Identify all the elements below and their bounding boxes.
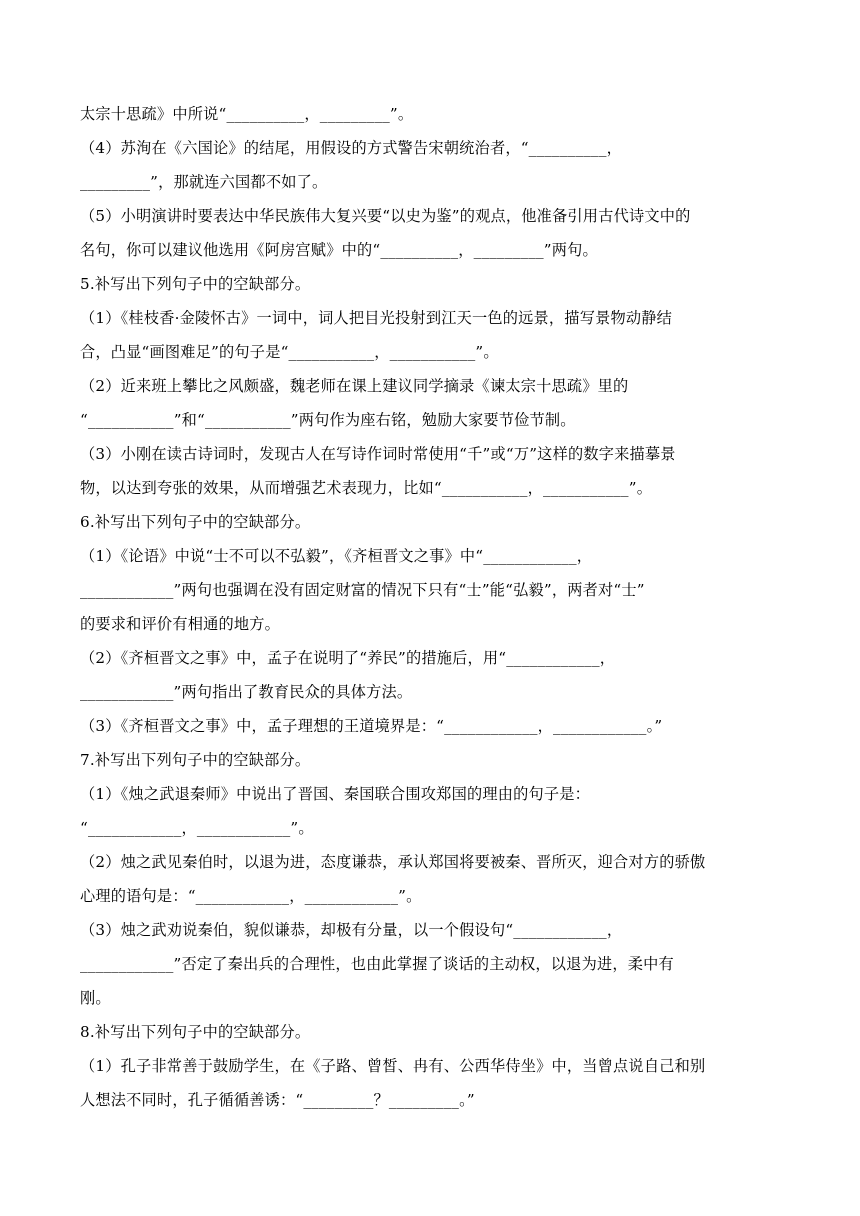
text-line: （1）《论语》中说“士不可以不弘毅”，《齐桓晋文之事》中“____________，	[80, 547, 593, 565]
text-line: （1）《桂枝香·金陵怀古》一词中，词人把目光投射到江天一色的远景，描写景物动静结	[80, 309, 673, 327]
text-line: “____________，____________”。	[80, 819, 314, 837]
question-heading-5: 5.补写出下列句子中的空缺部分。	[80, 275, 311, 293]
text-line: 心理的语句是：“____________，____________”。	[80, 887, 422, 905]
text-line: ____________”两句指出了教育民众的具体方法。	[80, 683, 413, 701]
text-line: 名句，你可以建议他选用《阿房宫赋》中的“__________，_________”两句。	[80, 241, 598, 259]
text-line: 人想法不同时，孔子循循善诱：“_________？_________。”	[80, 1091, 475, 1109]
text-line: 太宗十思疏》中所说“__________，_________”。	[80, 105, 414, 123]
text-line: （2）烛之武见秦伯时，以退为进，态度谦恭，承认郑国将要被秦、晋所灭，迎合对方的骄傲	[80, 853, 706, 871]
text-line: 刚。	[80, 989, 111, 1007]
text-line: （5）小明演讲时要表达中华民族伟大复兴要“以史为鉴”的观点，他准备引用古代诗文中的	[80, 207, 691, 225]
text-line: （2）近来班上攀比之风颇盛，魏老师在课上建议同学摘录《谏太宗十思疏》里的	[80, 377, 629, 395]
question-heading-8: 8.补写出下列句子中的空缺部分。	[80, 1023, 311, 1041]
text-line: 合，凸显“画图难足”的句子是“___________，___________”。	[80, 343, 499, 361]
text-line: （3）烛之武劝说秦伯，貌似谦恭，却极有分量，以一个假设句“____________，	[80, 921, 623, 939]
text-line: “___________”和“___________”两句作为座右铭，勉励大家要节俭节制。	[80, 411, 576, 429]
text-line: （4）苏洵在《六国论》的结尾，用假设的方式警告宋朝统治者，“__________，	[80, 139, 623, 157]
text-line: （3）《齐桓晋文之事》中，孟子理想的王道境界是：“____________，____________。”	[80, 717, 663, 735]
text-line: （1）孔子非常善于鼓励学生，在《子路、曾皙、冉有、公西华侍坐》中，当曾点说自己和别	[80, 1057, 706, 1075]
text-line: 物，以达到夸张的效果，从而增强艺术表现力，比如“___________，___________”。	[80, 479, 653, 497]
text-line: _________”，那就连六国都不如了。	[80, 173, 328, 191]
text-line: （2）《齐桓晋文之事》中，孟子在说明了“养民”的措施后，用“____________，	[80, 649, 616, 667]
text-line: （1）《烛之武退秦师》中说出了晋国、秦国联合围攻郑国的理由的句子是：	[80, 785, 591, 803]
text-line: ____________”否定了秦出兵的合理性，也由此掌握了谈话的主动权，以退为进，柔中有	[80, 955, 674, 973]
text-line: 的要求和评价有相通的地方。	[80, 615, 281, 633]
question-heading-7: 7.补写出下列句子中的空缺部分。	[80, 751, 311, 769]
text-line: ____________”两句也强调在没有固定财富的情况下只有“士”能“弘毅”，两者对“士”	[80, 581, 645, 599]
question-heading-6: 6.补写出下列句子中的空缺部分。	[80, 513, 311, 531]
text-line: （3）小刚在读古诗词时，发现古人在写诗作词时常使用“千”或“万”这样的数字来描摹景	[80, 445, 676, 463]
